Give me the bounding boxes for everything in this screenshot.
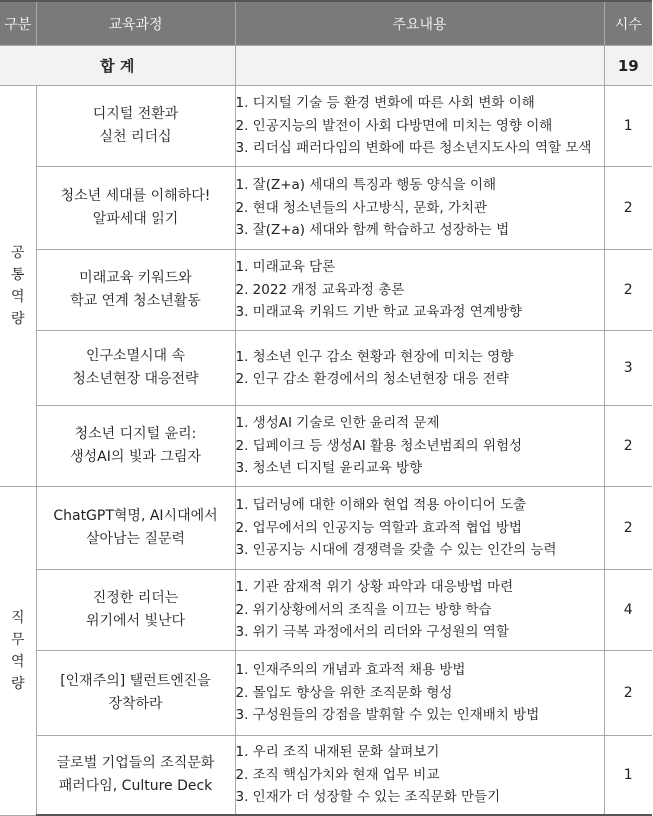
course-content: 1. 기관 잠재적 위기 상황 파악과 대응방법 마련 2. 위기상황에서의 조직을 이끄는 방향 학습 3. 위기 극복 과정에서의 리더와 구성원의 역할 — [235, 570, 604, 651]
course-title: ChatGPT혁명, AI시대에서 살아남는 질문력 — [36, 487, 235, 570]
table-row — [0, 331, 652, 406]
course-hours: 3 — [604, 331, 652, 406]
course-title: 인구소멸시대 속 청소년현장 대응전략 — [36, 331, 235, 406]
table-row — [0, 250, 652, 331]
total-content-empty — [235, 46, 604, 86]
course-hours: 2 — [604, 250, 652, 331]
course-content: 1. 딥러닝에 대한 이해와 현업 적용 아이디어 도출 2. 업무에서의 인공지능 역할과 효과적 협업 방법 3. 인공지능 시대에 경쟁력을 갖출 수 있는 인간의 능력 — [235, 487, 604, 570]
course-hours: 1 — [604, 86, 652, 167]
table-row — [0, 651, 652, 736]
course-content: 1. 생성AI 기술로 인한 윤리적 문제 2. 딥페이크 등 생성AI 활용 청소년범죄의 위험성 3. 청소년 디지털 윤리교육 방향 — [235, 406, 604, 487]
course-hours: 2 — [604, 487, 652, 570]
course-title: 청소년 세대를 이해하다! 알파세대 읽기 — [36, 167, 235, 250]
total-label: 합 계 — [0, 46, 235, 86]
course-hours: 2 — [604, 651, 652, 736]
table-row — [0, 86, 652, 167]
header-course: 교육과정 — [36, 1, 235, 46]
table-row — [0, 167, 652, 250]
total-hours: 19 — [604, 46, 652, 86]
course-title: 디지털 전환과 실천 리더십 — [36, 86, 235, 167]
course-content: 1. 인재주의의 개념과 효과적 채용 방법 2. 몰입도 향상을 위한 조직문화 형성 3. 구성원들의 강점을 발휘할 수 있는 인재배치 방법 — [235, 651, 604, 736]
course-hours: 1 — [604, 736, 652, 816]
header-content: 주요내용 — [235, 1, 604, 46]
course-hours: 2 — [604, 406, 652, 487]
total-row — [0, 46, 652, 86]
course-hours: 2 — [604, 167, 652, 250]
header-category: 구분 — [0, 1, 36, 46]
section-common: 공 통 역 량 — [0, 86, 36, 487]
header-hours: 시수 — [604, 1, 652, 46]
course-title: 청소년 디지털 윤리: 생성AI의 빛과 그림자 — [36, 406, 235, 487]
course-content: 1. 잘(Z+a) 세대의 특징과 행동 양식을 이해 2. 현대 청소년들의 사고방식, 문화, 가치관 3. 잘(Z+a) 세대와 함께 학습하고 성장하는 법 — [235, 167, 604, 250]
header-row — [0, 1, 652, 46]
course-content: 1. 디지털 기술 등 환경 변화에 따른 사회 변화 이해 2. 인공지능의 발전이 사회 다방면에 미치는 영향 이해 3. 리더십 패러다임의 변화에 따른 청소년지도사의 역할 모색 — [235, 86, 604, 167]
table-row — [0, 487, 652, 570]
course-content: 1. 청소년 인구 감소 현황과 현장에 미치는 영향 2. 인구 감소 환경에서의 청소년현장 대응 전략 — [235, 331, 604, 406]
course-title: [인재주의] 탤런트엔진을 장착하라 — [36, 651, 235, 736]
table-row — [0, 570, 652, 651]
course-content: 1. 미래교육 담론 2. 2022 개정 교육과정 총론 3. 미래교육 키워드 기반 학교 교육과정 연계방향 — [235, 250, 604, 331]
course-title: 진정한 리더는 위기에서 빛난다 — [36, 570, 235, 651]
course-content: 1. 우리 조직 내재된 문화 살펴보기 2. 조직 핵심가치와 현재 업무 비교 3. 인재가 더 성장할 수 있는 조직문화 만들기 — [235, 736, 604, 816]
table-row — [0, 736, 652, 816]
table-row — [0, 406, 652, 487]
course-title: 글로벌 기업들의 조직문화 패러다임, Culture Deck — [36, 736, 235, 816]
course-title: 미래교육 키워드와 학교 연계 청소년활동 — [36, 250, 235, 331]
section-job: 직 무 역 량 — [0, 487, 36, 816]
course-hours: 4 — [604, 570, 652, 651]
